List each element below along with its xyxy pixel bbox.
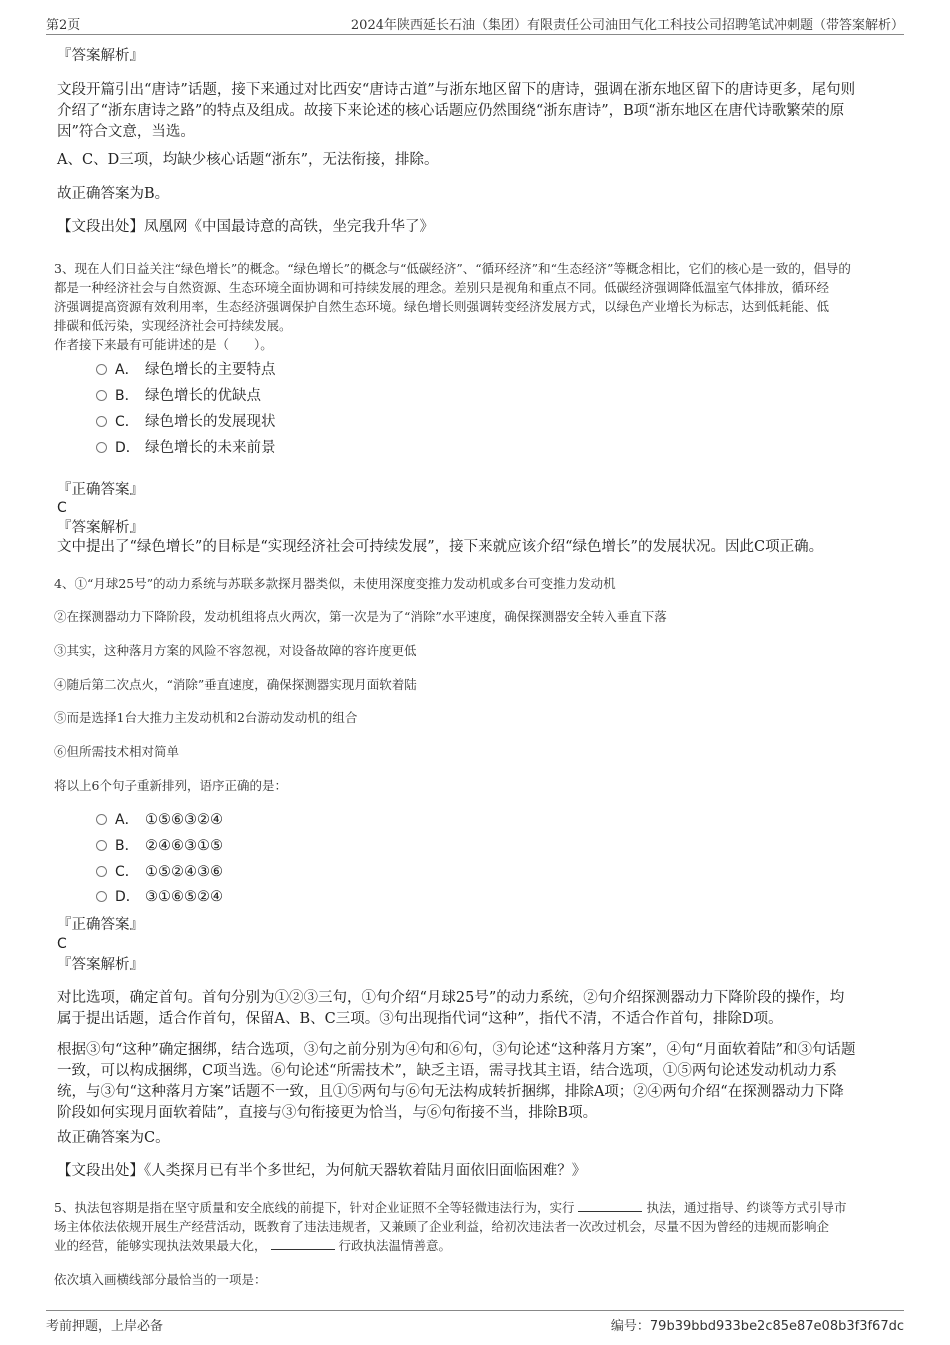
q4-analysis-p2-line: 阶段如何实现月面软着陆”，直接与③句衔接更为恰当，与⑥句衔接不当，排除B项。 [57,1105,598,1121]
q4-option-d[interactable]: D． ③①⑥⑤②④ [96,887,223,907]
q2-source: 【文段出处】凤凰网《中国最诗意的高铁，坐完我升华了》 [57,219,434,235]
q2-analysis-p1 [57,80,897,143]
radio-icon[interactable] [96,814,107,825]
q3-stem-line: 3、现在人们日益关注“绿色增长”的概念。“绿色增长”的概念与“低碳经济”、“循环经济”和“生态经济”等概念相比，它们的核心是一致的，倡导的 [54,261,851,276]
q4-source: 【文段出处】《人类探月已有半个多世纪，为何航天器软着陆月面依旧面临困难？》 [57,1163,587,1179]
q2-analysis-title: 『答案解析』 [57,48,144,64]
q4-sentence-4: ④随后第二次点火，“消除”垂直速度，确保探测器实现月面软着陆 [54,677,417,692]
q4-sentence-5: ⑤而是选择1台大推力主发动机和2台游动发动机的组合 [54,710,358,725]
q4-analysis-p2-line: 统，与③句“这种落月方案”话题不一致，且①⑤两句与⑥句无法构成转折捆绑，排除A项；②④两句介绍“在探测器动力下降 [57,1084,844,1100]
fill-blank-1[interactable] [578,1199,642,1212]
page-number: 第2页 [46,18,81,33]
q3-option-b[interactable]: B． 绿色增长的优缺点 [96,386,261,406]
q4-analysis-p2-line: 一致，可以构成捆绑，C项当选。⑥句论述“所需技术”，缺乏主语，需寻找其主语，结合选项，①⑤两句论述发动机动力系 [57,1063,837,1079]
q5-stem-line: 场主体依法依规开展生产经营活动，既教育了违法违规者，又兼顾了企业利益，给初次违法者一次改过机会，尽量不因为曾经的违规而影响企 [54,1219,830,1234]
radio-icon[interactable] [96,442,107,453]
q3-analysis: 文中提出了“绿色增长”的目标是“实现经济社会可持续发展”，接下来就应该介绍“绿色增长”的发展状况。因此C项正确。 [57,539,824,555]
q4-analysis-p3: 故正确答案为C。 [57,1130,170,1146]
q4-analysis-p1-line: 属于提出话题，适合作首句，保留A、B、C三项。③句出现指代词“这种”，指代不清，不适合作首句，排除D项。 [57,1011,783,1027]
q3-stem-line: 都是一种经济社会与自然资源、生态环境全面协调和可持续发展的理念。差别只是视角和重点不同。低碳经济强调降低温室气体排放，循环经 [54,280,830,295]
q4-sentence-1: 4、①“月球25号”的动力系统与苏联多款探月器类似，未使用深度变推力发动机或多台可变推力发动机 [54,576,616,591]
q2-analysis-p1-line: 因”符合文意，当选。 [57,124,195,140]
q3-question: 作者接下来最有可能讲述的是（ ）。 [54,337,273,352]
q2-analysis-p1-line: 文段开篇引出“唐诗”话题，接下来通过对比西安“唐诗古道”与浙东地区留下的唐诗，强调在浙东地区留下的唐诗更多，尾句则 [57,82,856,98]
q4-analysis-p1-line: 对比选项，确定首句。首句分别为①②③三句，①句介绍“月球25号”的动力系统，②句介绍探测器动力下降阶段的操作，均 [57,990,845,1006]
q4-question: 将以上6个句子重新排列，语序正确的是： [54,778,287,793]
q4-sentence-2: ②在探测器动力下降阶段，发动机组将点火两次，第一次是为了“消除”水平速度，确保探测器安全转入垂直下落 [54,609,667,624]
q4-analysis-title: 『答案解析』 [57,957,144,973]
q2-analysis-p1-line: 介绍了“浙东唐诗之路”的特点及组成。故接下来论述的核心话题应仍然围绕“浙东唐诗”，B项“浙东地区在唐代诗歌繁荣的原 [57,103,845,119]
q3-answer: C [57,500,67,516]
radio-icon[interactable] [96,891,107,902]
q5-stem-line: 业的经营，能够实现执法效果最大化， 行政执法温情善意。 [54,1238,451,1253]
q4-option-a[interactable]: A． ①⑤⑥③②④ [96,810,223,830]
document-code: 编号：79b39bbd933be2c85e87e08b3f3f67dc [610,1319,904,1334]
q2-analysis-p3: 故正确答案为B。 [57,186,170,202]
q5-stem-line: 5、执法包容期是指在坚守质量和安全底线的前提下，针对企业证照不全等轻微违法行为，实行 执法，通过指导、约谈等方式引导市 [54,1200,847,1215]
q3-option-c[interactable]: C． 绿色增长的发展现状 [96,412,276,432]
q2-analysis-p2: A、C、D三项，均缺少核心话题“浙东”，无法衔接，排除。 [57,152,439,168]
q5-question: 依次填入画横线部分最恰当的一项是： [54,1272,267,1287]
q4-analysis-p2 [57,1040,897,1124]
q4-answer-title: 『正确答案』 [57,917,144,933]
q3-analysis-title: 『答案解析』 [57,520,144,536]
radio-icon[interactable] [96,416,107,427]
radio-icon[interactable] [96,840,107,851]
radio-icon[interactable] [96,390,107,401]
radio-icon[interactable] [96,364,107,375]
footer-slogan: 考前押题，上岸必备 [46,1319,164,1334]
q4-sentence-6: ⑥但所需技术相对简单 [54,744,180,759]
q4-analysis-p2-line: 根据③句“这种”确定捆绑，结合选项，③句之前分别为④句和⑥句，③句论述“这种落月方案”，④句“月面软着陆”和③句话题 [57,1042,856,1058]
q3-stem-line: 排碳和低污染，实现经济社会可持续发展。 [54,318,292,333]
q4-option-c[interactable]: C． ①⑤②④③⑥ [96,862,223,882]
q5-stem [54,1198,899,1255]
page-header [46,12,904,35]
q4-sentence-3: ③其实，这种落月方案的风险不容忽视，对设备故障的容许度更低 [54,643,417,658]
q3-option-d[interactable]: D． 绿色增长的未来前景 [96,438,276,458]
document-title: 2024年陕西延长石油（集团）有限责任公司油田气化工科技公司招聘笔试冲刺题（带答案解析） [350,18,904,33]
q3-option-a[interactable]: A． 绿色增长的主要特点 [96,360,276,380]
page-footer [46,1310,904,1335]
fill-blank-2[interactable] [271,1237,335,1250]
q3-stem [54,259,899,354]
radio-icon[interactable] [96,866,107,877]
q4-option-b[interactable]: B． ②④⑥③①⑤ [96,836,223,856]
q4-analysis-p1 [57,988,897,1030]
q3-stem-line: 济强调提高资源有效利用率，生态经济强调保护自然生态环境。绿色增长则强调转变经济发展方式，以绿色产业增长为标志，达到低耗能、低 [54,299,830,314]
q3-answer-title: 『正确答案』 [57,482,144,498]
q4-answer: C [57,936,67,952]
